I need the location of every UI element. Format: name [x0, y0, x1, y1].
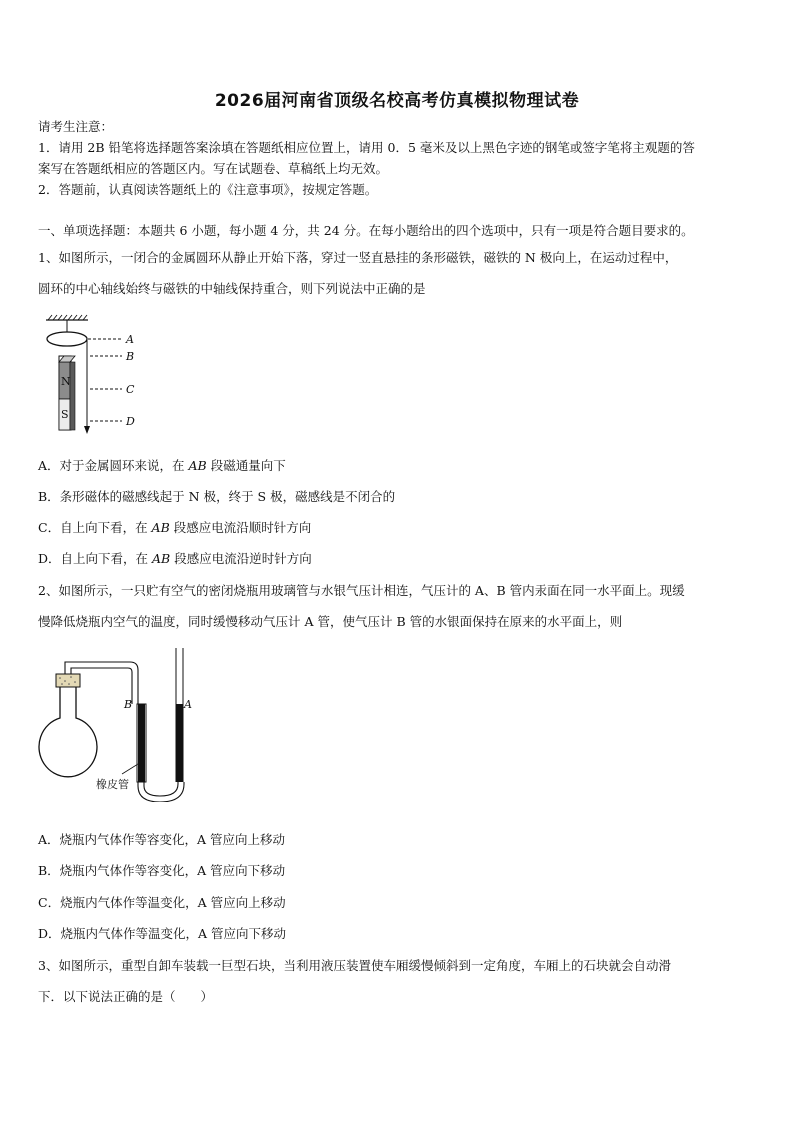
q1-magnet-ring-figure — [38, 312, 148, 440]
label-n: N — [61, 375, 71, 388]
stopper — [56, 674, 80, 687]
q3-stem-line-2: 下．以下说法正确的是（ ） — [38, 989, 214, 1004]
q1-stem-line-1: 1、如图所示，一闭合的金属圆环从静止开始下落，穿过一竖直悬挂的条形磁铁，磁铁的 N 极向上，在运动过程中， — [38, 250, 678, 265]
label-rubber-tube: 橡皮管 — [96, 778, 129, 791]
q2-option-c: C．烧瓶内气体作等温变化，A 管应向上移动 — [38, 895, 286, 910]
q2-flask-manometer-figure — [38, 646, 198, 802]
q2-stem-line-1: 2、如图所示，一只贮有空气的密闭烧瓶用玻璃管与水银气压计相连，气压计的 A、B 管内汞面在同一水平面上。现缓 — [38, 583, 685, 598]
q1-option-c: C．自上向下看，在 AB 段感应电流沿顺时针方向 — [38, 520, 312, 535]
label-c: C — [126, 383, 135, 396]
q2-option-a: A．烧瓶内气体作等容变化，A 管应向上移动 — [38, 832, 286, 847]
mercury-b — [138, 704, 145, 782]
notice-item-2: 2．答题前，认真阅读答题纸上的《注意事项》，按规定答题。 — [38, 182, 378, 197]
section-1-heading: 一、单项选择题：本题共 6 小题，每小题 4 分，共 24 分。在每小题给出的四个选项中，只有一项是符合题目要求的。 — [38, 223, 694, 238]
q2-option-d: D．烧瓶内气体作等温变化，A 管应向下移动 — [38, 926, 287, 941]
notice-item-1-line-1: 1．请用 2B 铅笔将选择题答案涂填在答题纸相应位置上，请用 0．5 毫米及以上黑色字迹的钢笔或签字笔将主观题的答 — [38, 140, 695, 155]
q2-stem-line-2: 慢降低烧瓶内空气的温度，同时缓慢移动气压计 A 管，使气压计 B 管的水银面保持在原来的水平面上，则 — [38, 614, 623, 629]
label-b: B — [124, 698, 133, 711]
label-a: A — [126, 333, 134, 346]
q1-option-d: D．自上向下看，在 AB 段感应电流沿逆时针方向 — [38, 551, 312, 566]
q3-stem-line-1: 3、如图所示，重型自卸车装载一巨型石块，当利用液压装置使车厢缓慢倾斜到一定角度，车厢上的石块就会自动滑 — [38, 958, 671, 973]
label-d: D — [126, 415, 135, 428]
notice-item-1-line-2: 案写在答题纸相应的答题区内。写在试题卷、草稿纸上均无效。 — [38, 161, 389, 176]
label-b: B — [126, 350, 135, 363]
label-a: A — [184, 698, 192, 711]
q1-option-b: B．条形磁体的磁感线起于 N 极，终于 S 极，磁感线是不闭合的 — [38, 489, 396, 504]
mercury-a — [177, 704, 183, 782]
q2-option-b: B．烧瓶内气体作等容变化，A 管应向下移动 — [38, 863, 286, 878]
notice-heading: 请考生注意： — [38, 119, 114, 134]
q1-option-a: A．对于金属圆环来说，在 AB 段磁通量向下 — [38, 458, 286, 473]
page-title: 2026届河南省顶级名校高考仿真模拟物理试卷 — [214, 91, 580, 111]
q1-stem-line-2: 圆环的中心轴线始终与磁铁的中轴线保持重合，则下列说法中正确的是 — [38, 281, 426, 296]
metal-ring — [47, 332, 87, 346]
label-s: S — [61, 408, 69, 421]
flask — [39, 686, 97, 777]
